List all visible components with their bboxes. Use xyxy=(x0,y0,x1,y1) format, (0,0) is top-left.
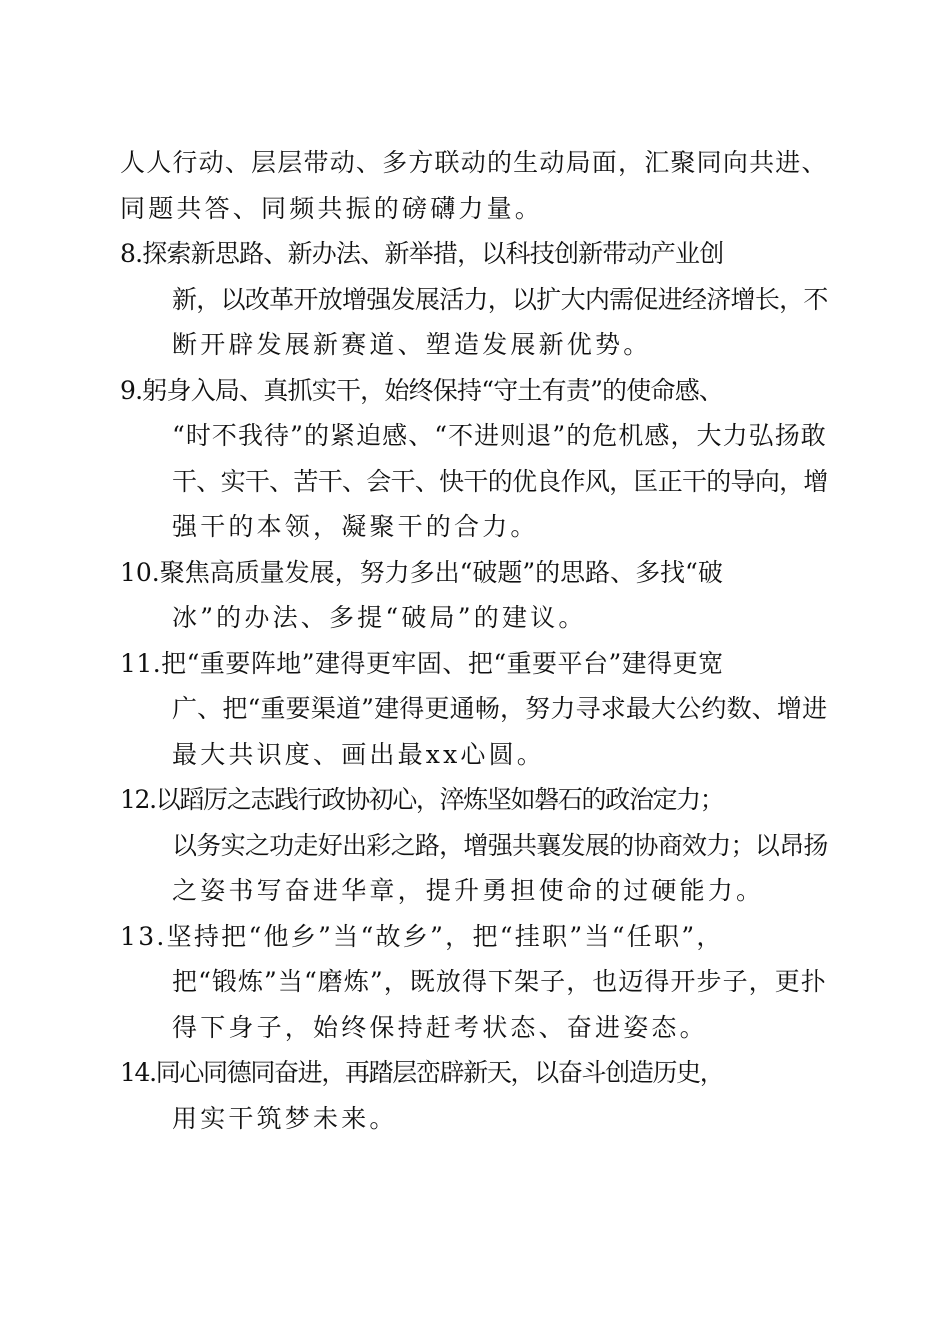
paragraph-4 xyxy=(120,550,830,641)
paragraph-2 xyxy=(120,231,830,368)
paragraph-line: 11.把“重要阵地”建得更牢固、把“重要平台”建得更宽 xyxy=(120,648,724,678)
paragraph-line: 新，以改革开放增强发展活力，以扩大内需促进经济增长，不 xyxy=(172,284,828,314)
document-body xyxy=(120,140,830,1141)
paragraph-line: 得下身子，始终保持赶考状态、奋进姿态。 xyxy=(172,1012,708,1042)
paragraph-line: 最大共识度、画出最xx心圆。 xyxy=(172,739,545,769)
paragraph-line: 把“锻炼”当“磨炼”，既放得下架子，也迈得开步子，更扑 xyxy=(172,967,827,996)
paragraph-line: 13.坚持把“他乡”当“故乡”，把“挂职”当“任职”， xyxy=(120,921,724,951)
paragraph-line: 用实干筑梦未来。 xyxy=(172,1103,398,1133)
paragraph-line: 之姿书写奋进华章，提升勇担使命的过硬能力。 xyxy=(172,876,765,905)
paragraph-line: 14.同心同德同奋进，再踏层峦辟新天，以奋斗创造历史， xyxy=(120,1058,724,1087)
paragraph-8 xyxy=(120,1050,830,1141)
paragraph-line: 断开辟发展新赛道、塑造发展新优势。 xyxy=(172,330,652,359)
paragraph-line: “时不我待”的紧迫感、“不进则退”的危机感，大力弘扬敢 xyxy=(172,421,827,450)
paragraph-1 xyxy=(120,140,830,231)
paragraph-line: 人人行动、层层带动、多方联动的生动局面，汇聚同向共进、 xyxy=(120,148,828,177)
paragraph-line: 10.聚焦高质量发展，努力多出“破题”的思路、多找“破 xyxy=(120,557,723,587)
paragraph-5 xyxy=(120,641,830,778)
paragraph-line: 12.以蹈厉之志践行政协初心，淬炼坚如磐石的政治定力； xyxy=(120,785,724,814)
paragraph-line: 同题共答、同频共振的磅礴力量。 xyxy=(120,193,544,223)
paragraph-line: 强干的本领，凝聚干的合力。 xyxy=(172,512,539,541)
paragraph-7 xyxy=(120,914,830,1051)
paragraph-line: 8.探索新思路、新办法、新举措，以科技创新带动产业创 xyxy=(120,239,724,268)
paragraph-line: 广、把“重要渠道”建得更通畅，努力寻求最大公约数、增进 xyxy=(172,694,828,723)
paragraph-line: 冰”的办法、多提“破局”的建议。 xyxy=(172,603,587,632)
paragraph-line: 干、实干、苦干、会干、快干的优良作风，匡正干的导向，增 xyxy=(172,466,828,496)
paragraph-3 xyxy=(120,368,830,550)
paragraph-6 xyxy=(120,777,830,914)
paragraph-line: 9.躬身入局、真抓实干，始终保持“守土有责”的使命感、 xyxy=(120,375,724,405)
paragraph-line: 以务实之功走好出彩之路，增强共襄发展的协商效力；以昂扬 xyxy=(172,830,828,860)
